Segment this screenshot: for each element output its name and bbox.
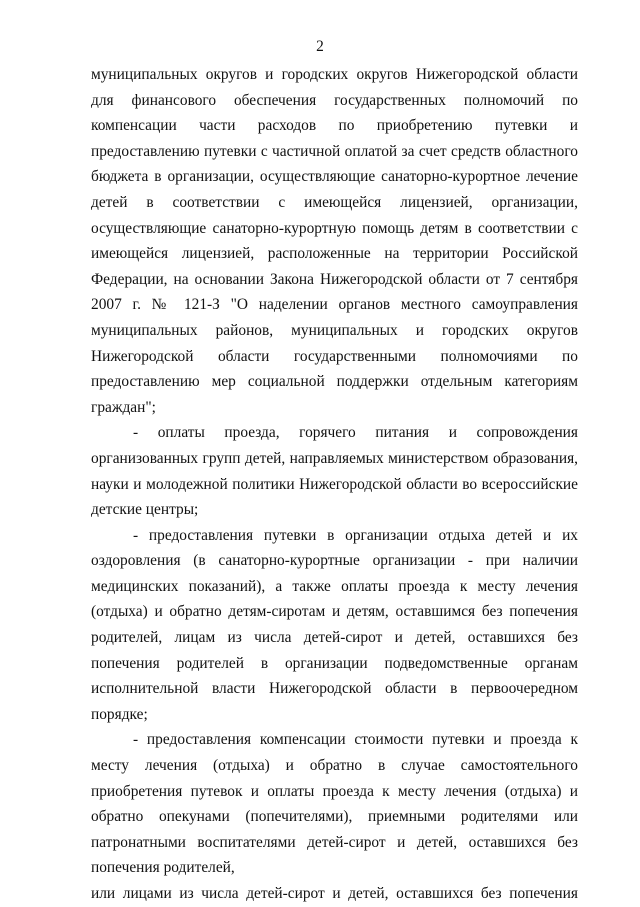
paragraph-continuation: муниципальных округов и городских округов Нижегородской области для финансового обеспечения государственных полномочий по компенсации части расходов по приобретению путевки и предоставлению путевки с частичной оплатой за счет средств областного бюджета в организации, осуществляющие санаторно-курортное лечение детей в соответствии с имеющейся лицензией, организации, осуществляющие санаторно-курортную помощь детям в соответствии с имеющейся лицензией, расположенные на территории Российской Федерации, на основании Закона Нижегородской области от 7 сентября 2007 г. № 121-З "О наделении органов местного самоуправления муниципальных районов, муниципальных и городских округов Нижегородской области государственными полномочиями по предоставлению мер социальной поддержки отдельным категориям граждан"; [91,66,578,416]
paragraph-compensation: - предоставления компенсации стоимости путевки и проезда к месту лечения (отдыха) и обратно в случае самостоятельного приобретения путевок и оплаты проезда к месту лечения (отдыха) и обратно опекунами (попечителями), приемными родителями или патронатными воспитателями детей-сирот и детей, оставшихся без попечения родителей, [91,731,578,877]
paragraph-orphan-vouchers: - предоставления путевки в организации отдыха детей и их оздоровления (в санаторно-курортные организации - при наличии медицинских показаний), а также оплаты проезда к месту лечения (отдыха) и обратно детям-сиротам и детям, оставшимся без попечения родителей, лицам из числа детей-сирот и детей, оставшихся без попечения родителей в организации подведомственные органам исполнительной власти Нижегородской области в первоочередном порядке; [91,526,578,723]
page-number: 2 [316,38,324,55]
paragraph-compensation-last-line: или лицами из числа детей-сирот и детей, оставшихся без попечения [91,885,578,902]
paragraph-travel-payment: - оплаты проезда, горячего питания и сопровождения организованных групп детей, направляемых министерством образования, науки и молодежной политики Нижегородской области во всероссийские детские центры; [91,424,578,519]
document-body [91,62,578,907]
